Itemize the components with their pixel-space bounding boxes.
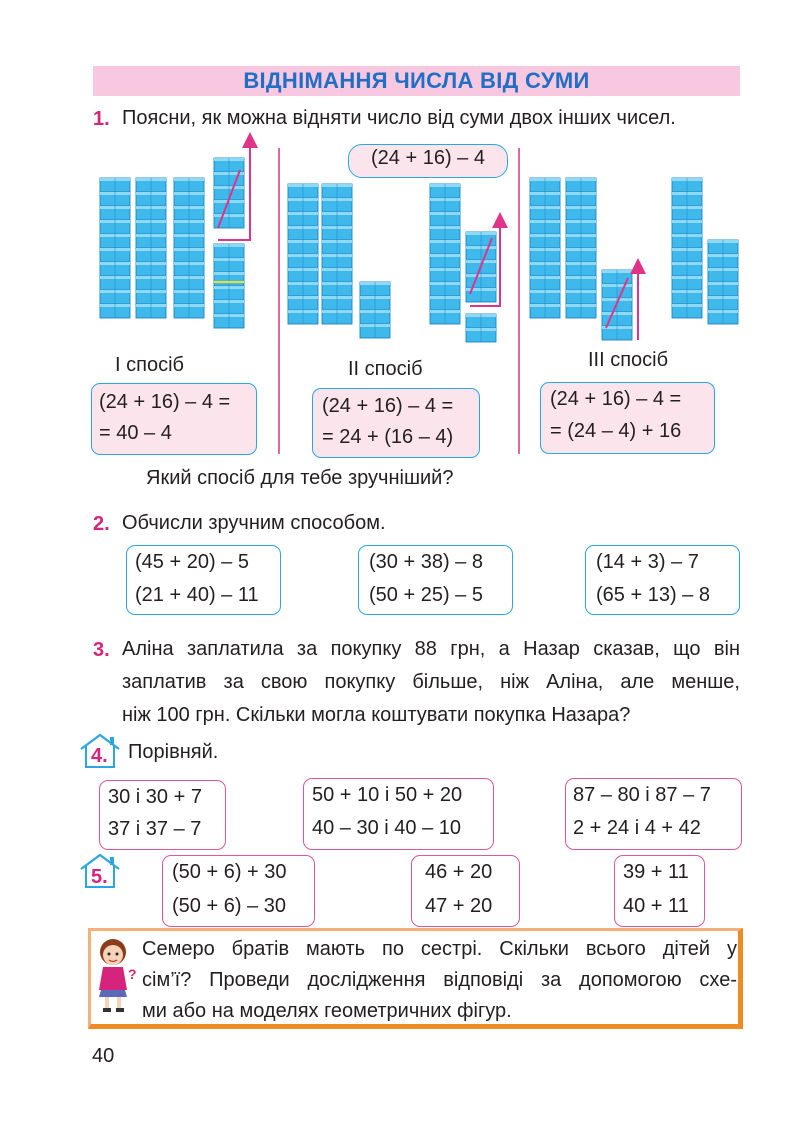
method3-line1: (24 + 16) – 4 = bbox=[550, 388, 682, 410]
task3-line: заплатив за свою покупку більше, ніж Аліна, але менше, bbox=[122, 671, 740, 693]
task2-expr: (45 + 20) – 5 bbox=[135, 551, 249, 573]
research-line: сім’ї? Проведи дослідження відповіді за допомогою схе- bbox=[142, 969, 737, 991]
task2-expr: (50 + 25) – 5 bbox=[369, 584, 483, 606]
task1-expression: (24 + 16) – 4 bbox=[371, 147, 485, 169]
task2-number: 2. bbox=[93, 513, 110, 535]
task1-number: 1. bbox=[93, 108, 110, 130]
task2-expr: (65 + 13) – 8 bbox=[596, 584, 710, 606]
page-title: ВІДНІМАННЯ ЧИСЛА ВІД СУМИ bbox=[243, 68, 590, 93]
method3-label: III спосіб bbox=[588, 349, 669, 371]
task2-text: Обчисли зручним способом. bbox=[122, 512, 386, 534]
method2-label: II спосіб bbox=[348, 358, 423, 380]
method3-line2: = (24 – 4) + 16 bbox=[550, 420, 682, 442]
task3-number: 3. bbox=[93, 639, 110, 661]
method1-label: I спосіб bbox=[115, 354, 184, 376]
task5-expr: 39 + 11 bbox=[623, 861, 689, 883]
task4-expr: 50 + 10 і 50 + 20 bbox=[312, 784, 463, 806]
page-number: 40 bbox=[92, 1045, 115, 1067]
task4-number: 4. bbox=[91, 745, 108, 767]
task5-expr: 46 + 20 bbox=[425, 861, 493, 883]
research-line: Семеро братів мають по сестрі. Скільки всього дітей у bbox=[142, 938, 737, 960]
research-line: ми або на моделях геометричних фігур. bbox=[142, 1000, 512, 1022]
method2-line2: = 24 + (16 – 4) bbox=[322, 426, 454, 448]
cube-illustration bbox=[90, 130, 750, 355]
task1-question: Який спосіб для тебе зручніший? bbox=[146, 467, 454, 489]
task4-text: Порівняй. bbox=[128, 741, 219, 763]
task2-expr: (30 + 38) – 8 bbox=[369, 551, 483, 573]
task5-expr: 40 + 11 bbox=[623, 895, 689, 917]
method3-cubes bbox=[530, 178, 738, 340]
task5-number: 5. bbox=[91, 866, 108, 888]
task3-line: ніж 100 грн. Скільки могла коштувати покупка Назара? bbox=[122, 704, 631, 726]
task4-expr: 87 – 80 і 87 – 7 bbox=[573, 784, 711, 806]
svg-text:?: ? bbox=[128, 966, 137, 982]
task5-expr: (50 + 6) + 30 bbox=[172, 861, 287, 883]
method1-line1: (24 + 16) – 4 = bbox=[99, 391, 231, 413]
task5-expr: (50 + 6) – 30 bbox=[172, 895, 286, 917]
method1-line2: = 40 – 4 bbox=[99, 422, 172, 444]
task1-text: Поясни, як можна відняти число від суми двох інших чисел. bbox=[122, 107, 676, 129]
method1-cubes bbox=[100, 140, 250, 328]
task4-expr: 40 – 30 і 40 – 10 bbox=[312, 817, 462, 839]
girl-mascot-icon bbox=[93, 935, 135, 1015]
task2-expr: (14 + 3) – 7 bbox=[596, 551, 699, 573]
task4-expr: 2 + 24 і 4 + 42 bbox=[573, 817, 701, 839]
task4-expr: 37 і 37 – 7 bbox=[108, 818, 202, 840]
task3-line: Аліна заплатила за покупку 88 грн, а Назар сказав, що він bbox=[122, 638, 740, 660]
task4-expr: 30 і 30 + 7 bbox=[108, 786, 202, 808]
task5-expr: 47 + 20 bbox=[425, 895, 493, 917]
method2-line1: (24 + 16) – 4 = bbox=[322, 395, 454, 417]
task2-expr: (21 + 40) – 11 bbox=[135, 584, 259, 606]
method2-cubes bbox=[288, 184, 500, 342]
